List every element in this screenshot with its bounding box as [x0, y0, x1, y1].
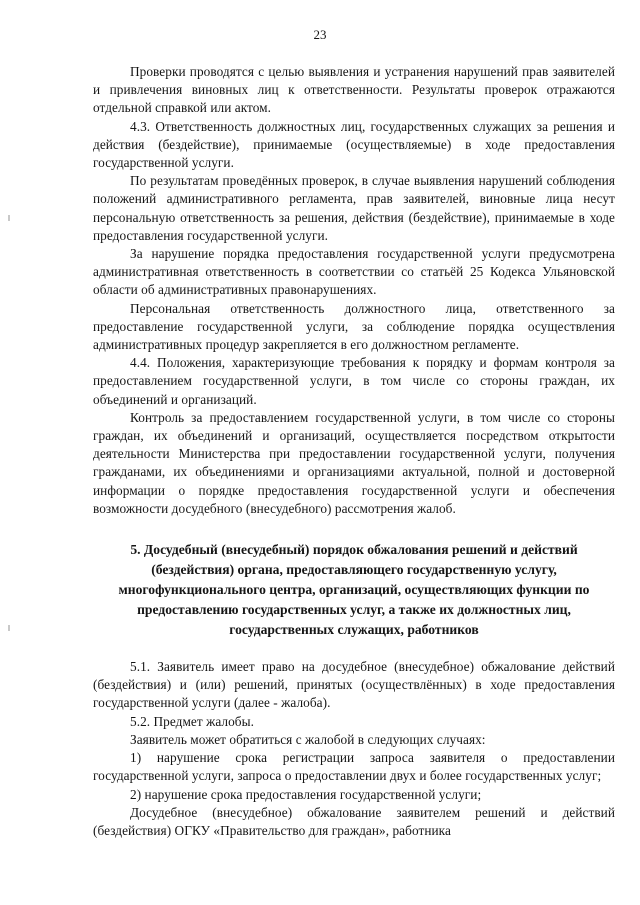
paragraph-inspections: Проверки проводятся с целью выявления и устранения нарушений прав заявителей и привлечения виновных лиц к ответственности. Результаты проверок отражаются отдельной справкой или актом.: [93, 64, 615, 116]
paragraph-personal-responsibility: Персональная ответственность должностного лица, ответственного за предоставление государственной услуги, за соблюдение порядка осуществления административных процедур закрепляется в его должностном регламенте.: [93, 300, 615, 353]
paragraph-administrative-liability: За нарушение порядка предоставления государственной услуги предусмотрена административная ответственность в соответствии со статьёй 25 Кодекса Ульяновской области об административных правонарушениях.: [93, 246, 615, 298]
list-item-2: 2) нарушение срока предоставления государственной услуги;: [130, 786, 482, 802]
paragraph-inspection-results: По результатам проведённых проверок, в случае выявления нарушений соблюдения положений административного регламента, прав заявителей, виновные лица несут персональную ответственность за решения, действия (бездействие), принимаемые в ходе предоставления государственной услуги.: [93, 173, 615, 243]
paragraph-pretrial-appeal: Досудебное (внесудебное) обжалование заявителем решений и действий (бездействия) ОГКУ «Правительство для граждан», работника: [93, 804, 615, 838]
paragraph-public-control: Контроль за предоставлением государственной услуги, в том числе со стороны граждан, их объединений и организаций, осуществляется посредством открытости деятельности Министерства при предоставлении государственной услуги, получения гражданами, их объединениями и организациями актуальной, полной и достоверной информации о порядке предоставления государственной услуги и обеспечения возможности досудебного (внесудебного) рассмотрения жалоб.: [93, 409, 615, 516]
list-item-1: 1) нарушение срока регистрации запроса заявителя о предоставлении государственной услуги, запроса о предоставлении двух и более государственных услуг;: [93, 750, 615, 784]
paragraph-4-4: 4.4. Положения, характеризующие требования к порядку и формам контроля за предоставлением государственной услуги, в том числе со стороны граждан, их объединений и организаций.: [93, 355, 615, 407]
paragraph-complaint-cases-intro: Заявитель может обратиться с жалобой в следующих случаях:: [130, 731, 486, 747]
spacer: [93, 640, 615, 658]
page-number: 23: [313, 27, 327, 42]
paragraph-5-1: 5.1. Заявитель имеет право на досудебное (внесудебное) обжалование действий (бездействия) и (или) решений, принятых (осуществлённых) в ходе предоставления государственной услуги (далее - жалоба).: [93, 659, 615, 711]
document-body: [93, 63, 615, 840]
spacer: [93, 518, 615, 540]
paragraph-5-2: 5.2. Предмет жалобы.: [130, 713, 254, 729]
section-5-heading: 5. Досудебный (внесудебный) порядок обжалования решений и действий (бездействия) органа, предоставляющего государственную услугу, многофункционального центра, организаций, осуществляющих функции по предоставлению государственных услуг, а также их должностных лиц, государственных служащих, работников: [118, 542, 590, 638]
paragraph-4-3: 4.3. Ответственность должностных лиц, государственных служащих за решения и действия (бездействие), принимаемые (осуществляемые) в ходе предоставления государственной услуги.: [93, 118, 615, 171]
binding-margin-mark-lower: [8, 625, 10, 631]
binding-margin-mark-upper: [8, 215, 10, 221]
